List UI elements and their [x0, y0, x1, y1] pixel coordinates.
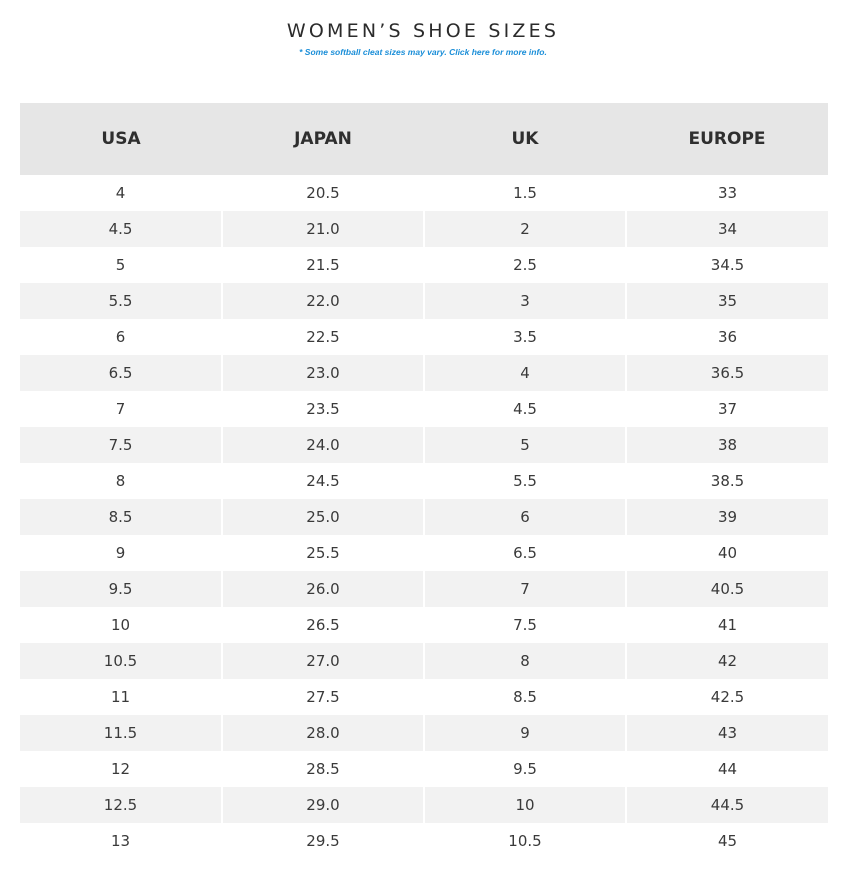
- table-row: [20, 679, 828, 715]
- cell-japan: 20.5: [222, 175, 424, 211]
- cell-europe: 36: [626, 319, 828, 355]
- cell-europe: 40: [626, 535, 828, 571]
- cell-uk: 8.5: [424, 679, 626, 715]
- table-row: [20, 283, 828, 319]
- table-row: [20, 391, 828, 427]
- cell-usa: 8: [20, 463, 222, 499]
- table-row: [20, 211, 828, 247]
- cell-japan: 22.5: [222, 319, 424, 355]
- cell-europe: 38: [626, 427, 828, 463]
- cell-europe: 41: [626, 607, 828, 643]
- cell-europe: 42: [626, 643, 828, 679]
- cell-usa: 5: [20, 247, 222, 283]
- table-row: [20, 643, 828, 679]
- table-row: [20, 175, 828, 211]
- cell-japan: 21.5: [222, 247, 424, 283]
- cell-europe: 43: [626, 715, 828, 751]
- table-header-row: [20, 103, 828, 175]
- table-row: [20, 355, 828, 391]
- column-header-japan: JAPAN: [222, 103, 424, 175]
- table-row: [20, 787, 828, 823]
- cell-europe: 44: [626, 751, 828, 787]
- cell-uk: 5: [424, 427, 626, 463]
- cell-uk: 3.5: [424, 319, 626, 355]
- cell-japan: 22.0: [222, 283, 424, 319]
- cell-usa: 11: [20, 679, 222, 715]
- cell-europe: 45: [626, 823, 828, 859]
- column-header-europe: EUROPE: [626, 103, 828, 175]
- cell-uk: 9.5: [424, 751, 626, 787]
- cell-europe: 35: [626, 283, 828, 319]
- cell-japan: 24.0: [222, 427, 424, 463]
- cell-japan: 24.5: [222, 463, 424, 499]
- cell-uk: 10.5: [424, 823, 626, 859]
- cell-usa: 8.5: [20, 499, 222, 535]
- cell-usa: 13: [20, 823, 222, 859]
- cell-uk: 6: [424, 499, 626, 535]
- cell-usa: 7.5: [20, 427, 222, 463]
- cell-usa: 10.5: [20, 643, 222, 679]
- table-row: [20, 499, 828, 535]
- cell-japan: 26.5: [222, 607, 424, 643]
- cell-uk: 1.5: [424, 175, 626, 211]
- cell-japan: 28.5: [222, 751, 424, 787]
- cell-europe: 36.5: [626, 355, 828, 391]
- cell-usa: 6: [20, 319, 222, 355]
- table-row: [20, 751, 828, 787]
- cell-japan: 28.0: [222, 715, 424, 751]
- table-row: [20, 715, 828, 751]
- cell-uk: 3: [424, 283, 626, 319]
- cell-europe: 38.5: [626, 463, 828, 499]
- cell-europe: 40.5: [626, 571, 828, 607]
- cell-uk: 8: [424, 643, 626, 679]
- cell-europe: 39: [626, 499, 828, 535]
- cell-europe: 42.5: [626, 679, 828, 715]
- column-header-uk: UK: [424, 103, 626, 175]
- cell-uk: 4: [424, 355, 626, 391]
- cell-usa: 9.5: [20, 571, 222, 607]
- cell-japan: 25.0: [222, 499, 424, 535]
- cell-japan: 25.5: [222, 535, 424, 571]
- cell-japan: 27.0: [222, 643, 424, 679]
- page-title: WOMEN’S SHOE SIZES: [286, 20, 560, 42]
- cell-japan: 29.0: [222, 787, 424, 823]
- cell-japan: 23.0: [222, 355, 424, 391]
- cell-europe: 33: [626, 175, 828, 211]
- table-row: [20, 463, 828, 499]
- cell-uk: 4.5: [424, 391, 626, 427]
- size-chart-table: [20, 103, 828, 859]
- cell-usa: 7: [20, 391, 222, 427]
- table-row: [20, 319, 828, 355]
- table-row: [20, 823, 828, 859]
- softball-cleat-info-link[interactable]: * Some softball cleat sizes may vary. Click here for more info.: [299, 47, 547, 57]
- cell-europe: 37: [626, 391, 828, 427]
- cell-usa: 4: [20, 175, 222, 211]
- cell-japan: 23.5: [222, 391, 424, 427]
- cell-japan: 27.5: [222, 679, 424, 715]
- cell-uk: 6.5: [424, 535, 626, 571]
- cell-usa: 4.5: [20, 211, 222, 247]
- cell-usa: 10: [20, 607, 222, 643]
- table-row: [20, 427, 828, 463]
- cell-japan: 26.0: [222, 571, 424, 607]
- cell-europe: 34: [626, 211, 828, 247]
- table-row: [20, 571, 828, 607]
- cell-uk: 7: [424, 571, 626, 607]
- table-row: [20, 535, 828, 571]
- cell-usa: 12: [20, 751, 222, 787]
- cell-japan: 21.0: [222, 211, 424, 247]
- cell-uk: 10: [424, 787, 626, 823]
- table-row: [20, 607, 828, 643]
- cell-uk: 7.5: [424, 607, 626, 643]
- cell-usa: 6.5: [20, 355, 222, 391]
- table-body: [20, 175, 828, 859]
- cell-uk: 2.5: [424, 247, 626, 283]
- cell-japan: 29.5: [222, 823, 424, 859]
- cell-usa: 9: [20, 535, 222, 571]
- cell-europe: 44.5: [626, 787, 828, 823]
- cell-uk: 9: [424, 715, 626, 751]
- cell-usa: 11.5: [20, 715, 222, 751]
- cell-uk: 2: [424, 211, 626, 247]
- cell-usa: 12.5: [20, 787, 222, 823]
- cell-uk: 5.5: [424, 463, 626, 499]
- column-header-usa: USA: [20, 103, 222, 175]
- table-row: [20, 247, 828, 283]
- cell-europe: 34.5: [626, 247, 828, 283]
- cell-usa: 5.5: [20, 283, 222, 319]
